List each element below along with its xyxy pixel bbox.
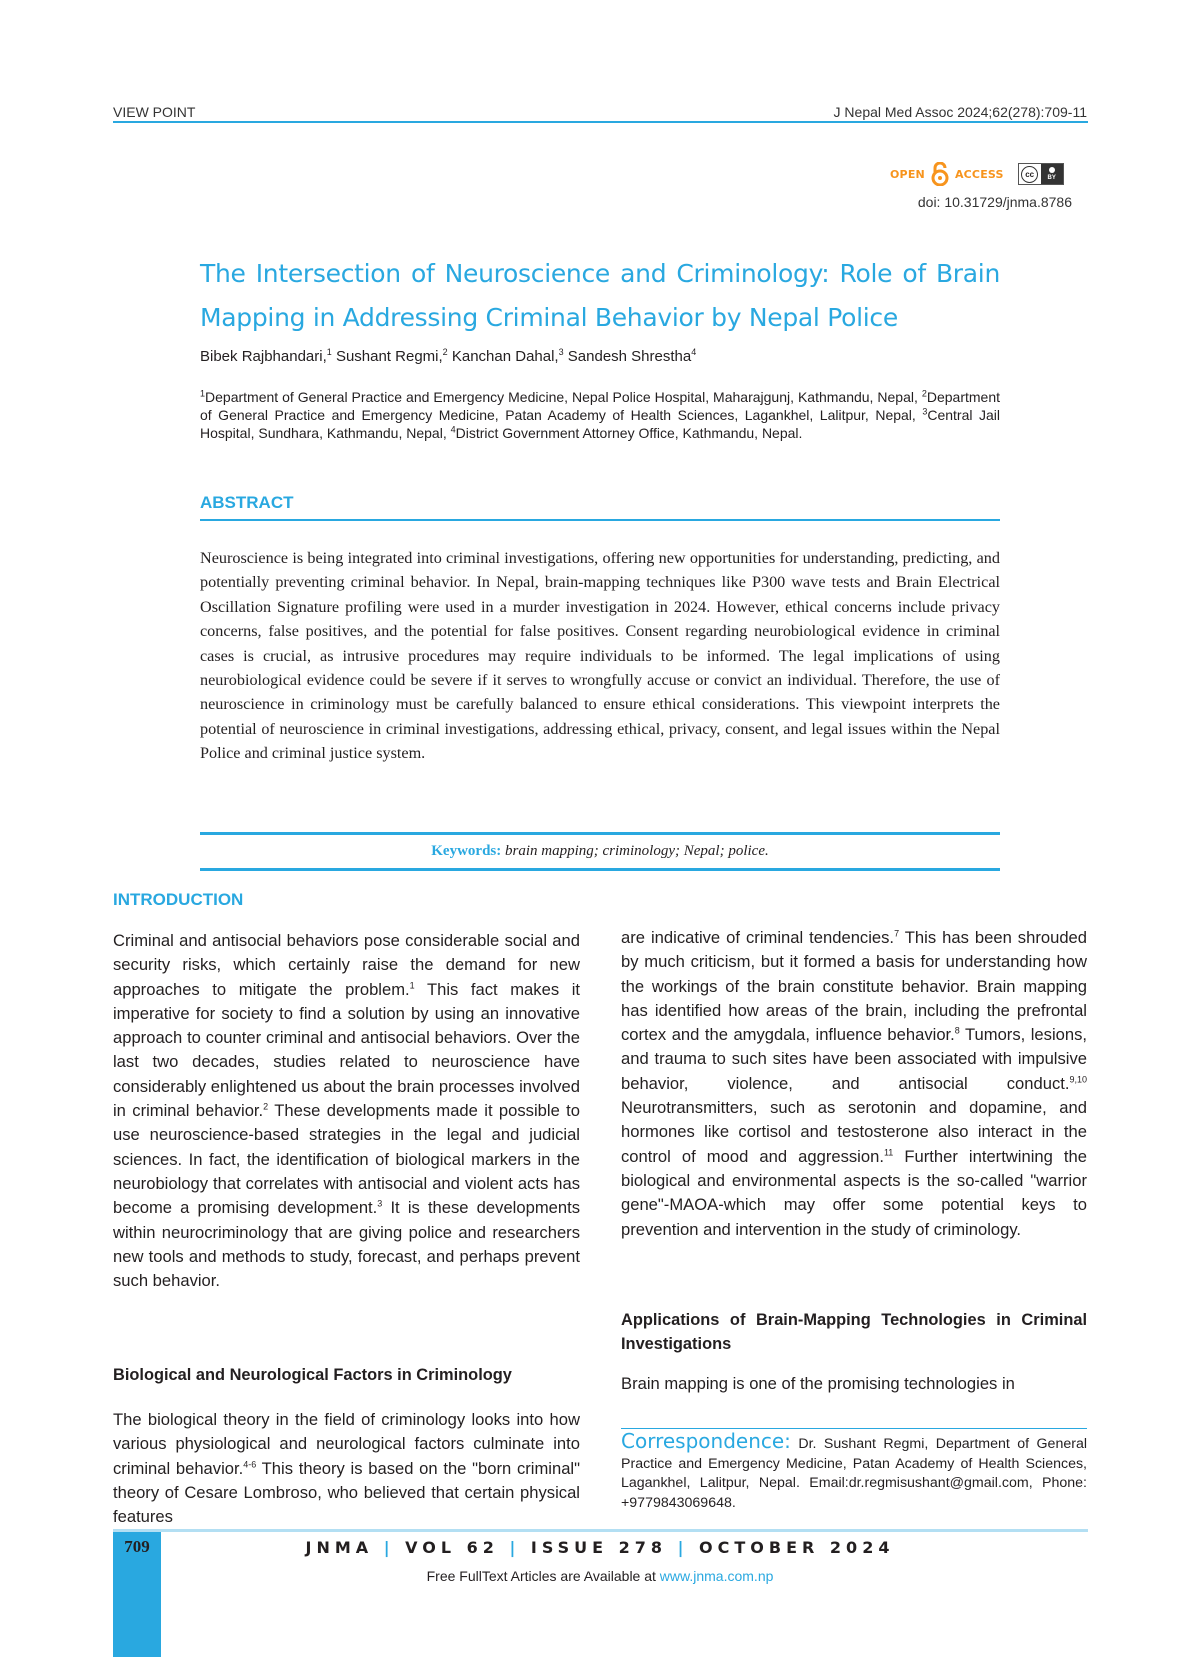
footer-note [200, 1568, 1000, 1584]
author-name: Bibek Rajbhandari, [200, 348, 327, 365]
citation-mark: 4-6 [243, 1459, 257, 1470]
applications-heading: Applications of Brain-Mapping Technologies in Criminal Investigations [621, 1311, 1087, 1354]
intro-paragraph-1 [113, 929, 580, 1293]
author-name: Kanchan Dahal, [451, 348, 559, 365]
affiliation-mark: 2 [921, 388, 927, 399]
author-affiliation-mark: 3 [558, 347, 564, 357]
affiliation-mark: 4 [450, 424, 456, 435]
keywords-label: Keywords: [431, 843, 502, 859]
banner-separator: | [373, 1538, 406, 1557]
journal-citation: J Nepal Med Assoc 2024;62(278):709-11 [833, 104, 1087, 120]
keywords-bottom-rule [200, 868, 1000, 871]
paragraph-text: Further intertwining the biological and environmental aspects is the so-called "warrior gene"-MAOA-which may offer some potential keys to prevention and intervention in the study of criminology. [621, 1146, 1087, 1239]
author-affiliation-mark: 4 [691, 347, 697, 357]
banner-separator: | [667, 1538, 700, 1557]
author-list [200, 348, 696, 365]
open-lock-icon [929, 162, 951, 186]
paragraph-text: are indicative of criminal tendencies. [621, 928, 895, 947]
citation-mark: 2 [263, 1101, 269, 1112]
doi-link[interactable]: doi: 10.31729/jnma.8786 [917, 194, 1072, 210]
citation-mark: 3 [377, 1198, 383, 1209]
correspondence [621, 1429, 1087, 1513]
intro-paragraph-3 [621, 926, 1087, 1242]
affiliation-mark: 1 [200, 388, 206, 399]
affiliation-text: District Government Attorney Office, Kathmandu, Nepal. [455, 425, 803, 441]
keywords-text: brain mapping; criminology; Nepal; police. [505, 843, 769, 859]
header-rule [113, 121, 1088, 123]
author-name: Sushant Regmi, [335, 348, 443, 365]
paragraph-text: These developments made it possible to use neuroscience-based strategies in the legal and judicial sciences. In fact, the identification of biological markers in the neurobiology that correlates with antisocial and violent acts has become a promising development. [113, 1101, 580, 1218]
keywords-top-rule [200, 832, 1000, 835]
affiliation-text: Department of General Practice and Emergency Medicine, Patan Academy of Health Sciences, Lagankhel, Lalitpur, Nepal, [200, 389, 1000, 423]
paragraph-text: It is these developments within neurocriminology that are giving police and researchers new tools and methods to study, forecast, and perhaps prevent such behavior. [113, 1198, 581, 1291]
abstract-body: Neuroscience is being integrated into criminal investigations, offering new opportunities for understanding, predicting, and potentially preventing criminal behavior. In Nepal, brain-mapping techniques like P300 wave tests and Brain Electrical Oscillation Signature profiling were used in a murder investigation in 2024. However, ethical concerns include privacy concerns, false positives, and the potential for false positives. Consent regarding neurobiological evidence in criminal cases is crucial, as intrusive procedures may require individuals to be informed. The legal implications of using neurobiological evidence could be severe if it serves to wrongfully accuse or convict an individual. Therefore, the use of neuroscience in criminology must be carefully balanced to ensure ethical considerations. This viewpoint interprets the potential of neuroscience in criminal investigations, addressing ethical, privacy, consent, and legal issues within the Nepal Police and criminal justice system. [200, 549, 1000, 763]
citation-mark: 11 [883, 1147, 894, 1158]
paragraph-text: This fact makes it imperative for society to find a solution by using an innovative approach to counter criminal and antisocial behaviors. Over the last two decades, studies related to neuroscience have considerably enlightened us about the brain processes involved in criminal behavior. [113, 979, 580, 1121]
banner-item: OCTOBER 2024 [699, 1538, 895, 1557]
journal-website-link[interactable]: www.jnma.com.np [659, 1568, 774, 1584]
affiliation-text: Department of General Practice and Emergency Medicine, Nepal Police Hospital, Maharajgunj, Kathmandu, Nepal, [205, 389, 922, 405]
citation-mark: 1 [409, 980, 415, 991]
paragraph-text: The biological theory in the field of criminology looks into how various physiological and neurological factors culminate into criminal behavior. [113, 1410, 580, 1478]
footer-rule [113, 1529, 1088, 1532]
correspondence-label: Correspondence: [621, 1429, 791, 1453]
affiliation-mark: 3 [922, 406, 928, 417]
page-number: 709 [124, 1537, 150, 1556]
access-word: ACCESS [954, 167, 1004, 181]
paragraph-text: This theory is based on the "born criminal" theory of Cesare Lombroso, who believed that certain physical features [113, 1458, 580, 1527]
biological-factors-heading: Biological and Neurological Factors in Criminology [113, 1366, 512, 1384]
introduction-heading: INTRODUCTION [113, 890, 244, 909]
paragraph-text: This has been shrouded by much criticism, but it formed a basis for understanding how the workings of the brain constitute behavior. Brain mapping has identified how areas of the brain, including the prefrontal cortex and the amygdala, influence behavior. [621, 928, 1088, 1045]
cc-icon: cc [1019, 164, 1041, 184]
by-icon: BY [1041, 164, 1063, 184]
citation-mark: 9,10 [1069, 1074, 1087, 1085]
article-title: The Intersection of Neuroscience and Criminology: Role of Brain Mapping in Addressing Criminal Behavior by Nepal Police [200, 259, 1000, 332]
author-affiliation-mark: 1 [326, 347, 332, 357]
correspondence-text: Dr. Sushant Regmi, Department of General Practice and Emergency Medicine, Patan Academy of Health Sciences, Lagankhel, Lalitpur, Nepal. Email:dr.regmisushant@gmail.com, Phone: +9779843069648. [621, 1436, 1087, 1511]
banner-item: ISSUE 278 [530, 1538, 668, 1557]
affiliation-text: Central Jail Hospital, Sundhara, Kathmandu, Nepal, [200, 407, 1000, 441]
author-affiliation-mark: 2 [442, 347, 448, 357]
section-label: VIEW POINT [113, 104, 196, 120]
cc-by-license-icon [1018, 163, 1064, 185]
keywords [200, 843, 1000, 860]
paragraph-text: Neurotransmitters, such as serotonin and dopamine, and hormones like cortisol and testosterone also interact in the control of mood and aggression. [621, 1098, 1087, 1166]
open-word: OPEN [890, 167, 925, 181]
paragraph-text: Criminal and antisocial behaviors pose considerable social and security risks, which certainly raise the demand for new approaches to mitigate the problem. [113, 931, 580, 999]
banner-item: VOL 62 [405, 1538, 499, 1557]
affiliations [200, 388, 1000, 442]
banner-item: JNMA [305, 1538, 374, 1557]
intro-paragraph-4: Brain mapping is one of the promising technologies in [621, 1374, 1015, 1393]
abstract-heading: ABSTRACT [200, 493, 294, 512]
open-access-badge [890, 161, 1064, 187]
banner-separator: | [498, 1538, 531, 1557]
citation-mark: 7 [894, 928, 900, 939]
citation-mark: 8 [954, 1025, 960, 1036]
intro-paragraph-2 [113, 1408, 580, 1529]
paragraph-text: Tumors, lesions, and trauma to such sites have been associated with impulsive behavior, violence, and antisocial conduct. [621, 1025, 1087, 1093]
journal-issue-banner [200, 1538, 1000, 1557]
abstract-rule [200, 519, 1000, 521]
author-name: Sandesh Shrestha [567, 348, 692, 365]
footer-text: Free FullText Articles are Available at [426, 1568, 660, 1584]
